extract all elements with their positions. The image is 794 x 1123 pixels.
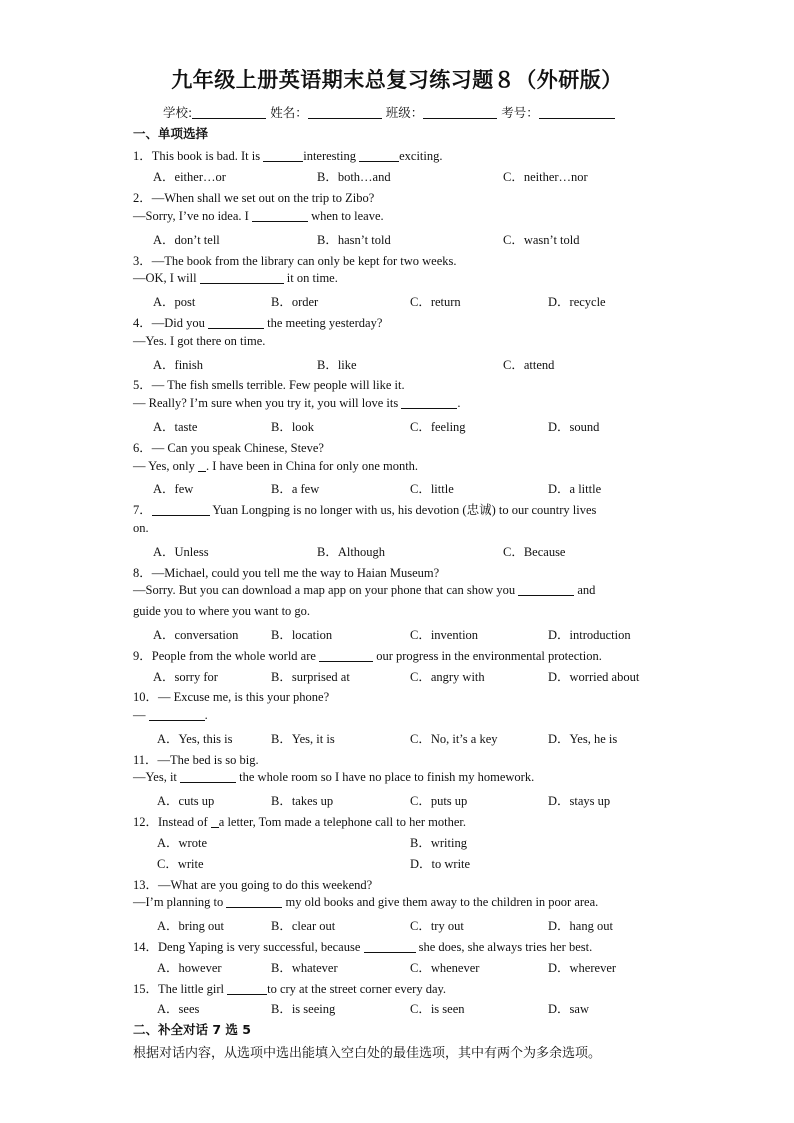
name-field[interactable] [308,105,382,119]
answer-blank[interactable] [359,149,399,162]
option-b[interactable]: B．takes up [271,794,334,808]
option-c[interactable]: C．return [410,295,461,309]
option-c[interactable]: C．little [410,482,454,496]
question-2: 2．—When shall we set out on the trip to Zibo? [133,191,375,205]
option-a[interactable]: A．bring out [157,919,225,933]
option-c[interactable]: C．whenever [410,961,480,975]
question-8: 8．—Michael, could you tell me the way to Haian Museum? [133,566,440,580]
answer-blank[interactable] [227,982,267,995]
option-b[interactable]: B．Although [317,545,386,559]
option-b[interactable]: B．order [271,295,319,309]
answer-blank[interactable] [152,503,210,516]
exam-no-label: 考号： [501,105,539,120]
question-10: 10．— Excuse me, is this your phone? [133,690,330,704]
option-b[interactable]: B．look [271,420,315,434]
class-field[interactable] [423,105,497,119]
question-4: 4．—Did you the meeting yesterday? [133,316,383,330]
school-field[interactable] [192,105,266,119]
question-5-line-2: — Really? I’m sure when you try it, you will love its . [133,396,461,410]
question-13-line-2: —I’m planning to my old books and give them away to the children in poor area. [133,895,599,909]
option-d[interactable]: D．introduction [548,628,631,642]
option-a[interactable]: A．sorry for [153,670,218,684]
option-c[interactable]: C．try out [410,919,464,933]
option-a[interactable]: A．few [153,482,194,496]
option-a[interactable]: A．post [153,295,196,309]
option-c[interactable]: C．neither…nor [503,170,588,184]
question-10-line-2: — . [133,708,208,722]
option-d[interactable]: D．wherever [548,961,617,975]
answer-blank[interactable] [208,316,264,329]
option-c[interactable]: C．attend [503,358,555,372]
option-b[interactable]: B．writing [410,836,467,850]
option-c[interactable]: C．puts up [410,794,468,808]
option-a[interactable]: A．cuts up [157,794,215,808]
option-b[interactable]: B．a few [271,482,320,496]
option-c[interactable]: C．Because [503,545,566,559]
option-a[interactable]: A．Unless [153,545,209,559]
question-4-line-2: —Yes. I got there on time. [133,334,266,348]
option-d[interactable]: D．hang out [548,919,613,933]
section-heading-1: 一、单项选择 [133,126,209,141]
question-6-line-2: — Yes, only . I have been in China for only one month. [133,459,419,473]
option-d[interactable]: D．a little [548,482,602,496]
option-a[interactable]: A．Yes, this is [157,732,233,746]
question-11-line-2: —Yes, it the whole room so I have no place to finish my homework. [133,770,535,784]
option-a[interactable]: A．finish [153,358,204,372]
answer-blank[interactable] [198,459,206,472]
option-a[interactable]: A．wrote [157,836,207,850]
section-heading-2: 二、补全对话 7 选 5 [133,1022,251,1037]
question-5: 5．— The fish smells terrible. Few people will like it. [133,378,405,392]
option-a[interactable]: A．sees [157,1002,200,1016]
section-2-instruction: 根据对话内容，从选项中选出能填入空白处的最佳选项，其中有两个为多余选项。 [133,1046,602,1061]
option-c[interactable]: C．write [157,857,204,871]
option-b[interactable]: B．both…and [317,170,391,184]
option-a[interactable]: A．don’t tell [153,233,220,247]
option-b[interactable]: B．hasn’t told [317,233,391,247]
question-15: 15．The little girl to cry at the street corner every day. [133,982,447,996]
option-b[interactable]: B．Yes, it is [271,732,335,746]
question-2-line-2: —Sorry, I’ve no idea. I when to leave. [133,209,384,223]
question-14: 14．Deng Yaping is very successful, because she does, she always tries her best. [133,940,593,954]
option-d[interactable]: D．worried about [548,670,640,684]
answer-blank[interactable] [180,770,236,783]
answer-blank[interactable] [401,396,457,409]
option-a[interactable]: A．however [157,961,222,975]
question-1: 1．This book is bad. It is interesting exciting. [133,149,443,163]
question-12: 12．Instead of a letter, Tom made a telephone call to her mother. [133,815,467,829]
option-a[interactable]: A．either…or [153,170,226,184]
answer-blank[interactable] [149,708,205,721]
option-c[interactable]: C．invention [410,628,479,642]
option-b[interactable]: B．is seeing [271,1002,336,1016]
question-9: 9．People from the whole world are our progress in the environmental protection. [133,649,602,663]
school-label: 学校: [163,105,193,120]
question-3-line-2: —OK, I will it on time. [133,271,338,285]
question-8-line-2: —Sorry. But you can download a map app on your phone that can show you and [133,583,596,597]
option-c[interactable]: C．feeling [410,420,466,434]
question-7-line-2: on. [133,521,149,535]
option-c[interactable]: C．is seen [410,1002,465,1016]
question-11: 11．—The bed is so big. [133,753,259,767]
question-6: 6．— Can you speak Chinese, Steve? [133,441,324,455]
student-info-row [163,103,615,121]
answer-blank[interactable] [252,209,308,222]
question-3: 3．—The book from the library can only be kept for two weeks. [133,254,457,268]
option-c[interactable]: C．angry with [410,670,485,684]
option-a[interactable]: A．taste [153,420,198,434]
option-b[interactable]: B．location [271,628,333,642]
option-d[interactable]: D．sound [548,420,600,434]
option-d[interactable]: D．Yes, he is [548,732,618,746]
answer-blank[interactable] [200,271,284,284]
option-d[interactable]: D．to write [410,857,471,871]
option-d[interactable]: D．saw [548,1002,589,1016]
option-b[interactable]: B．like [317,358,357,372]
option-b[interactable]: B．clear out [271,919,336,933]
page-title: 九年级上册英语期末总复习练习题８（外研版） [171,68,623,92]
option-b[interactable]: B．whatever [271,961,338,975]
option-c[interactable]: C．wasn’t told [503,233,580,247]
name-label: 姓名： [270,105,308,120]
option-d[interactable]: D．stays up [548,794,611,808]
option-a[interactable]: A．conversation [153,628,239,642]
answer-blank[interactable] [263,149,303,162]
answer-blank[interactable] [518,583,574,596]
question-13: 13．—What are you going to do this weekend? [133,878,373,892]
option-d[interactable]: D．recycle [548,295,606,309]
option-c[interactable]: C．No, it’s a key [410,732,498,746]
answer-blank[interactable] [364,940,416,953]
question-8-line-3: guide you to where you want to go. [133,604,311,618]
answer-blank[interactable] [319,649,373,662]
answer-blank[interactable] [211,815,219,828]
option-b[interactable]: B．surprised at [271,670,350,684]
class-label: 班级： [385,105,424,120]
answer-blank[interactable] [226,895,282,908]
exam-no-field[interactable] [539,105,615,119]
question-7: 7． Yuan Longping is no longer with us, his devotion (忠诚) to our country lives [133,503,597,517]
